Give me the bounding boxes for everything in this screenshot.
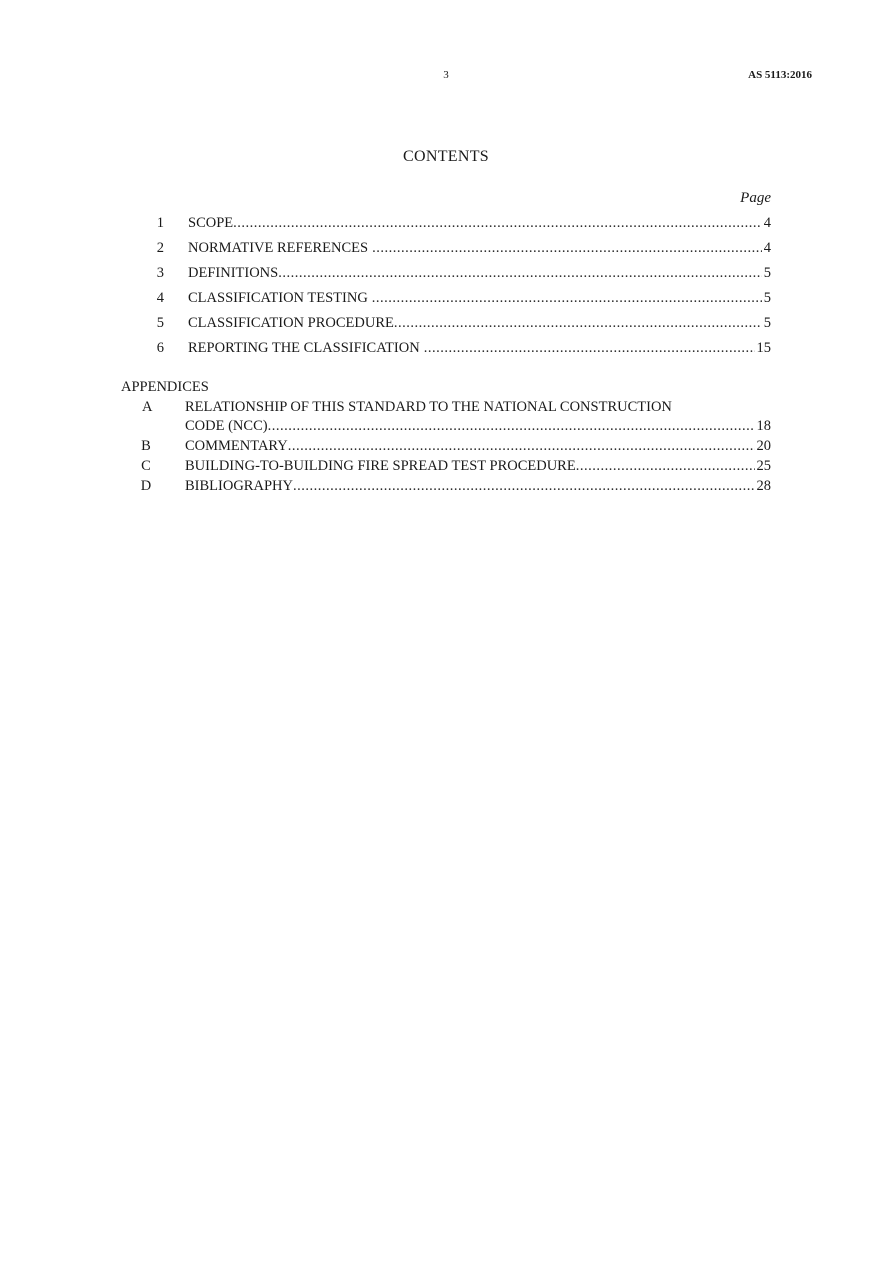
toc-entry-classification-procedure[interactable] xyxy=(0,314,892,332)
toc-entry-number: 2 xyxy=(156,240,164,256)
toc-entry-reporting-classification[interactable] xyxy=(0,339,892,357)
dot-leader xyxy=(233,214,762,232)
toc-appendix-page: 28 xyxy=(756,478,771,494)
toc-appendix-page: 18 xyxy=(756,418,771,434)
toc-entry-page: 5 xyxy=(763,290,771,306)
toc-entry-title: REPORTING THE CLASSIFICATION xyxy=(188,340,420,356)
toc-entry-page: 4 xyxy=(763,215,771,231)
toc-entry-title: CLASSIFICATION PROCEDURE xyxy=(188,315,394,331)
toc-entry-definitions[interactable] xyxy=(0,264,892,282)
toc-entry-title: CLASSIFICATION TESTING xyxy=(188,290,368,306)
dot-leader xyxy=(394,314,762,332)
toc-entry-normative-references[interactable] xyxy=(0,239,892,257)
toc-entry-page: 5 xyxy=(763,265,771,281)
toc-appendix-letter: A xyxy=(142,399,153,415)
dot-leader xyxy=(420,339,755,357)
dot-leader xyxy=(288,437,755,455)
dot-leader xyxy=(278,264,762,282)
appendices-heading: APPENDICES xyxy=(121,379,209,395)
toc-entry-title: SCOPE xyxy=(188,215,234,231)
toc-entry-number: 6 xyxy=(156,340,164,356)
dot-leader xyxy=(268,417,755,435)
dot-leader xyxy=(368,239,762,257)
contents-title: CONTENTS xyxy=(403,148,489,165)
toc-entry-number: 3 xyxy=(156,265,164,281)
toc-entry-page: 4 xyxy=(763,240,771,256)
toc-entry-scope[interactable] xyxy=(0,214,892,232)
toc-appendix-title: CODE (NCC) xyxy=(185,418,268,434)
toc-entry-classification-testing[interactable] xyxy=(0,289,892,307)
page-number: 3 xyxy=(443,69,449,81)
toc-entry-page: 5 xyxy=(763,315,771,331)
dot-leader xyxy=(293,477,755,495)
page-column-label: Page xyxy=(740,190,771,206)
dot-leader xyxy=(576,457,755,475)
toc-appendix-page: 25 xyxy=(756,458,771,474)
toc-entry-page: 15 xyxy=(756,340,771,356)
standard-id: AS 5113:2016 xyxy=(748,69,812,81)
toc-appendix-title-line1: RELATIONSHIP OF THIS STANDARD TO THE NATIONAL CONSTRUCTION xyxy=(185,399,672,415)
toc-appendix-letter: C xyxy=(141,458,151,474)
toc-appendix-letter: D xyxy=(140,478,152,494)
toc-appendix-page: 20 xyxy=(756,438,771,454)
toc-entry-number: 4 xyxy=(156,290,164,306)
toc-appendix-b[interactable] xyxy=(0,437,892,455)
toc-appendix-title: BUILDING-TO-BUILDING FIRE SPREAD TEST PROCEDURE xyxy=(185,458,576,474)
toc-appendix-title: BIBLIOGRAPHY xyxy=(185,478,293,494)
toc-appendix-letter: B xyxy=(141,438,151,454)
toc-appendix-c[interactable] xyxy=(0,457,892,475)
toc-entry-title: DEFINITIONS xyxy=(188,265,279,281)
toc-entry-number: 5 xyxy=(156,315,164,331)
dot-leader xyxy=(368,289,762,307)
toc-entry-title: NORMATIVE REFERENCES xyxy=(188,240,369,256)
toc-entry-number: 1 xyxy=(156,215,164,231)
toc-appendix-title: COMMENTARY xyxy=(185,438,288,454)
toc-appendix-d[interactable] xyxy=(0,477,892,495)
